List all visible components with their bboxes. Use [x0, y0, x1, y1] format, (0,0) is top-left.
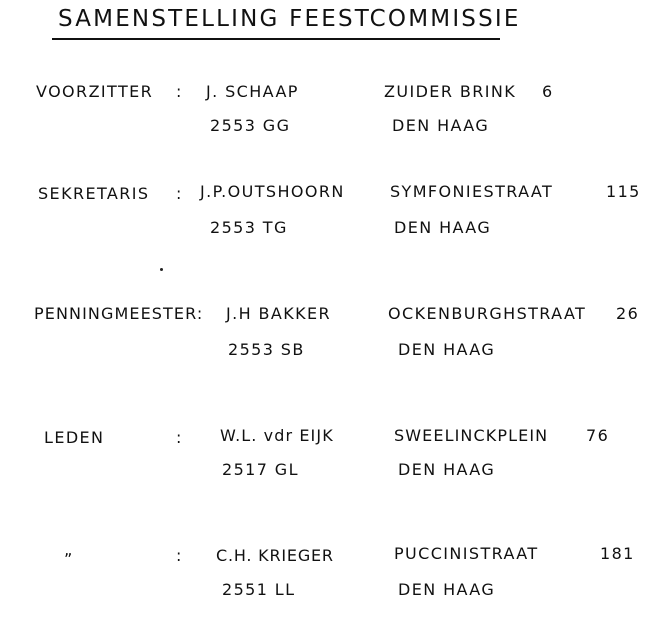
- member-house-number: 6: [542, 82, 554, 101]
- member-city: DEN HAAG: [398, 580, 496, 599]
- member-city: DEN HAAG: [398, 460, 496, 479]
- member-postcode: 2553 SB: [228, 340, 305, 359]
- member-city: DEN HAAG: [394, 218, 492, 237]
- member-street: SYMFONIESTRAAT: [390, 182, 554, 201]
- member-name: W.L. vdr EIJK: [220, 426, 334, 445]
- member-postcode: 2517 GL: [222, 460, 299, 479]
- member-role: LEDEN: [44, 428, 105, 447]
- title-underline: [52, 38, 500, 40]
- page-title: SAMENSTELLING FEESTCOMMISSIE: [58, 6, 521, 32]
- member-colon: :: [176, 428, 183, 447]
- member-role: VOORZITTER: [36, 82, 154, 101]
- member-house-number: 181: [600, 544, 635, 563]
- member-role-ditto-mark: „: [64, 540, 74, 559]
- member-postcode: 2551 LL: [222, 580, 296, 599]
- member-name: C.H. KRIEGER: [216, 546, 334, 565]
- ink-speck: [160, 268, 163, 271]
- member-house-number: 76: [586, 426, 610, 445]
- member-street: OCKENBURGHSTRAAT: [388, 304, 587, 323]
- member-role: PENNINGMEESTER:: [34, 304, 204, 323]
- member-postcode: 2553 TG: [210, 218, 288, 237]
- member-postcode: 2553 GG: [210, 116, 291, 135]
- member-colon: :: [176, 546, 183, 565]
- member-colon: :: [176, 184, 183, 203]
- member-name: J. SCHAAP: [206, 82, 299, 101]
- member-street: PUCCINISTRAAT: [394, 544, 539, 563]
- member-street: ZUIDER BRINK: [384, 82, 517, 101]
- member-role: SEKRETARIS: [38, 184, 150, 203]
- member-city: DEN HAAG: [398, 340, 496, 359]
- member-name: J.H BAKKER: [226, 304, 332, 323]
- member-house-number: 115: [606, 182, 641, 201]
- member-house-number: 26: [616, 304, 640, 323]
- member-street: SWEELINCKPLEIN: [394, 426, 549, 445]
- member-name: J.P.OUTSHOORN: [200, 182, 345, 201]
- member-colon: :: [176, 82, 183, 101]
- member-city: DEN HAAG: [392, 116, 490, 135]
